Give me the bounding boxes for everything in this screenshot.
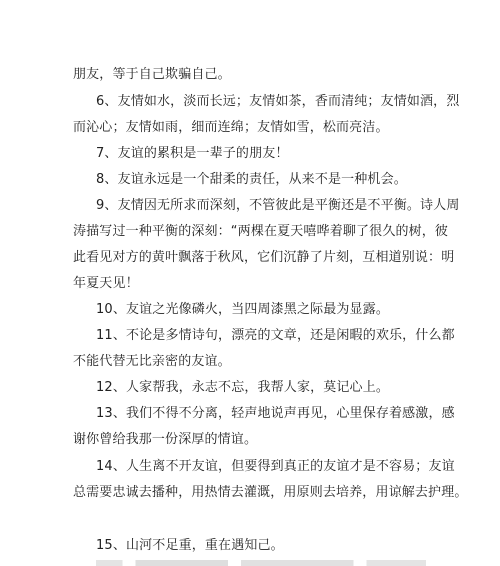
text-line: 此看见对方的黄叶飘落于秋风，它们沉静了片刻，互相道别说：明 xyxy=(73,250,455,265)
text-line: 13、我们不得不分离，轻声地说声再见，心里保存着感激，感 xyxy=(96,406,455,421)
text-line: 总需要忠诚去播种，用热情去灌溉，用原则去培养，用谅解去护理。 xyxy=(73,485,468,500)
text-line: 年夏天见！ xyxy=(73,276,139,291)
text-line: 11、不论是多情诗句，漂亮的文章，还是闲暇的欢乐，什么都 xyxy=(96,328,455,343)
text-line: 6、友情如水，淡而长远；友情如茶，香而清纯；友情如酒，烈 xyxy=(96,94,460,109)
text-line: 15、山河不足重，重在遇知己。 xyxy=(96,538,284,553)
text-line: 谢你曾给我那一份深厚的情谊。 xyxy=(73,432,258,447)
text-line: 14、人生离不开友谊，但要得到真正的友谊才是不容易；友谊 xyxy=(96,459,455,474)
text-line: 涛描写过一种平衡的深刻：“两棵在夏天嘻哗着聊了很久的树，彼 xyxy=(73,224,449,239)
text-line: 不能代替无比亲密的友谊。 xyxy=(73,354,231,369)
text-line: 7、友谊的累积是一辈子的朋友！ xyxy=(96,146,289,161)
text-line: 朋友，等于自己欺骗自己。 xyxy=(73,67,231,82)
cropped-next-line xyxy=(96,560,426,566)
text-line: 8、友谊永远是一个甜柔的责任，从来不是一种机会。 xyxy=(96,172,407,187)
text-line: 12、人家帮我，永志不忘，我帮人家，莫记心上。 xyxy=(96,380,389,395)
text-line: 而沁心；友情如雨，细而连绵；友情如雪，松而亮洁。 xyxy=(73,120,389,135)
text-line: 9、友情因无所求而深刻，不管彼此是平衡还是不平衡。诗人周 xyxy=(96,198,460,213)
text-line: 10、友谊之光像磷火，当四周漆黑之际最为显露。 xyxy=(96,302,389,317)
